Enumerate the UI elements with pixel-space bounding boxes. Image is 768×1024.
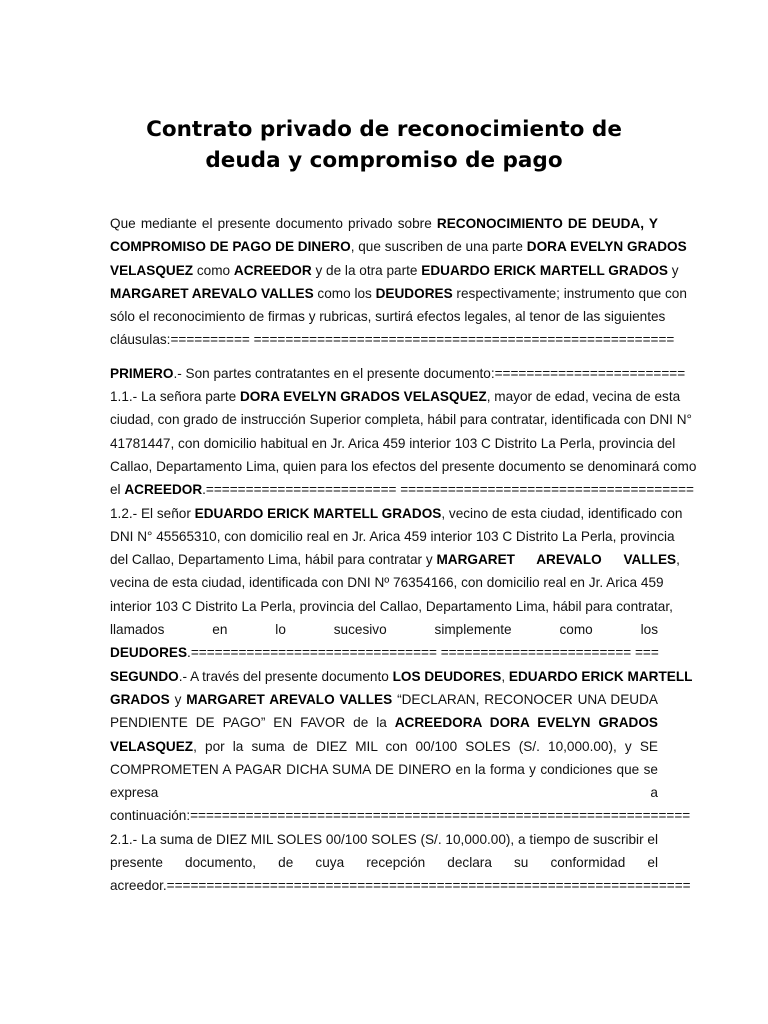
clause-line: DNI N° 45565310, con domicilio real en Jr. Arica 459 interior 103 C Distrito La Perla, provincia [110,528,675,544]
clause-line: PRIMERO.- Son partes contratantes en el presente documento:======================== [110,365,686,381]
intro-line: VELASQUEZ como ACREEDOR y de la otra parte EDUARDO ERICK MARTELL GRADOS y [110,262,679,278]
clause-line: PENDIENTE DE PAGO” EN FAVOR de la ACREEDORA DORA EVELYN GRADOS [110,715,658,731]
intro-line: Que mediante el presente documento privado sobre RECONOCIMIENTO DE DEUDA, Y [110,216,658,231]
clause-line: Callao, Departamento Lima, quien para los efectos del presente documento se denominará como [110,458,697,474]
document-body [110,212,697,898]
clause-line: acreedor.================================================================== [110,878,691,894]
clause-line: presente documento, de cuya recepción declara su conformidad el [110,855,658,871]
intro-line: MARGARET AREVALO VALLES como los DEUDORES respectivamente; instrumento que con [110,285,687,301]
clause-primero [110,362,697,665]
clause-line: vecina de esta ciudad, identificada con DNI Nº 76354166, con domicilio real en Jr. Arica 459 [110,575,664,591]
clause-line: VELASQUEZ, por la suma de DIEZ MIL con 00/100 SOLES (S/. 10,000.00), y SE [110,738,658,754]
clause-line: DEUDORES.=============================== ======================== === [110,645,659,661]
clause-line: COMPROMETEN A PAGAR DICHA SUMA DE DINERO en la forma y condiciones que se [110,761,658,777]
clause-line: ciudad, con grado de instrucción Superior completa, hábil para contratar, identificada con DNI N° [110,412,692,428]
intro-line: COMPROMISO DE PAGO DE DINERO, que suscriben de una parte DORA EVELYN GRADOS [110,239,687,255]
clause-line: 41781447, con domicilio habitual en Jr. Arica 459 interior 103 C Distrito La Perla, provincia del [110,435,676,451]
clause-line: 1.2.- El señor EDUARDO ERICK MARTELL GRADOS, vecino de esta ciudad, identificado con [110,505,683,521]
clause-line: SEGUNDO.- A través del presente documento LOS DEUDORES, EDUARDO ERICK MARTELL [110,668,693,684]
clause-line: el ACREEDOR.======================== ===================================== [110,482,694,498]
title-line-2: deuda y compromiso de pago [205,148,563,173]
clause-line: 1.1.- La señora parte DORA EVELYN GRADOS VELASQUEZ, mayor de edad, vecina de esta [110,389,681,405]
clause-line: del Callao, Departamento Lima, hábil para contratar y MARGARET AREVALO VALLES, [110,552,680,568]
clause-line: interior 103 C Distrito La Perla, provincia del Callao, Departamento Lima, hábil para contratar, [110,598,673,614]
title-line-1: Contrato privado de reconocimiento de [146,117,622,142]
intro-line: cláusulas:========== ===================================================== [110,332,675,348]
clause-line: 2.1.- La suma de DIEZ MIL SOLES 00/100 SOLES (S/. 10,000.00), a tiempo de suscribir el [110,831,658,847]
document-title [100,114,668,176]
clause-segundo [110,665,693,898]
intro-line: sólo el reconocimiento de firmas y rubricas, surtirá efectos legales, al tenor de las siguientes [110,309,666,325]
clause-line: GRADOS y MARGARET AREVALO VALLES “DECLARAN, RECONOCER UNA DEUDA [110,691,658,707]
intro-paragraph [110,212,687,352]
clause-line: continuación:=============================================================== [110,808,691,824]
clause-line: expresa a [110,785,658,801]
clause-line: llamados en lo sucesivo simplemente como los [110,622,658,638]
